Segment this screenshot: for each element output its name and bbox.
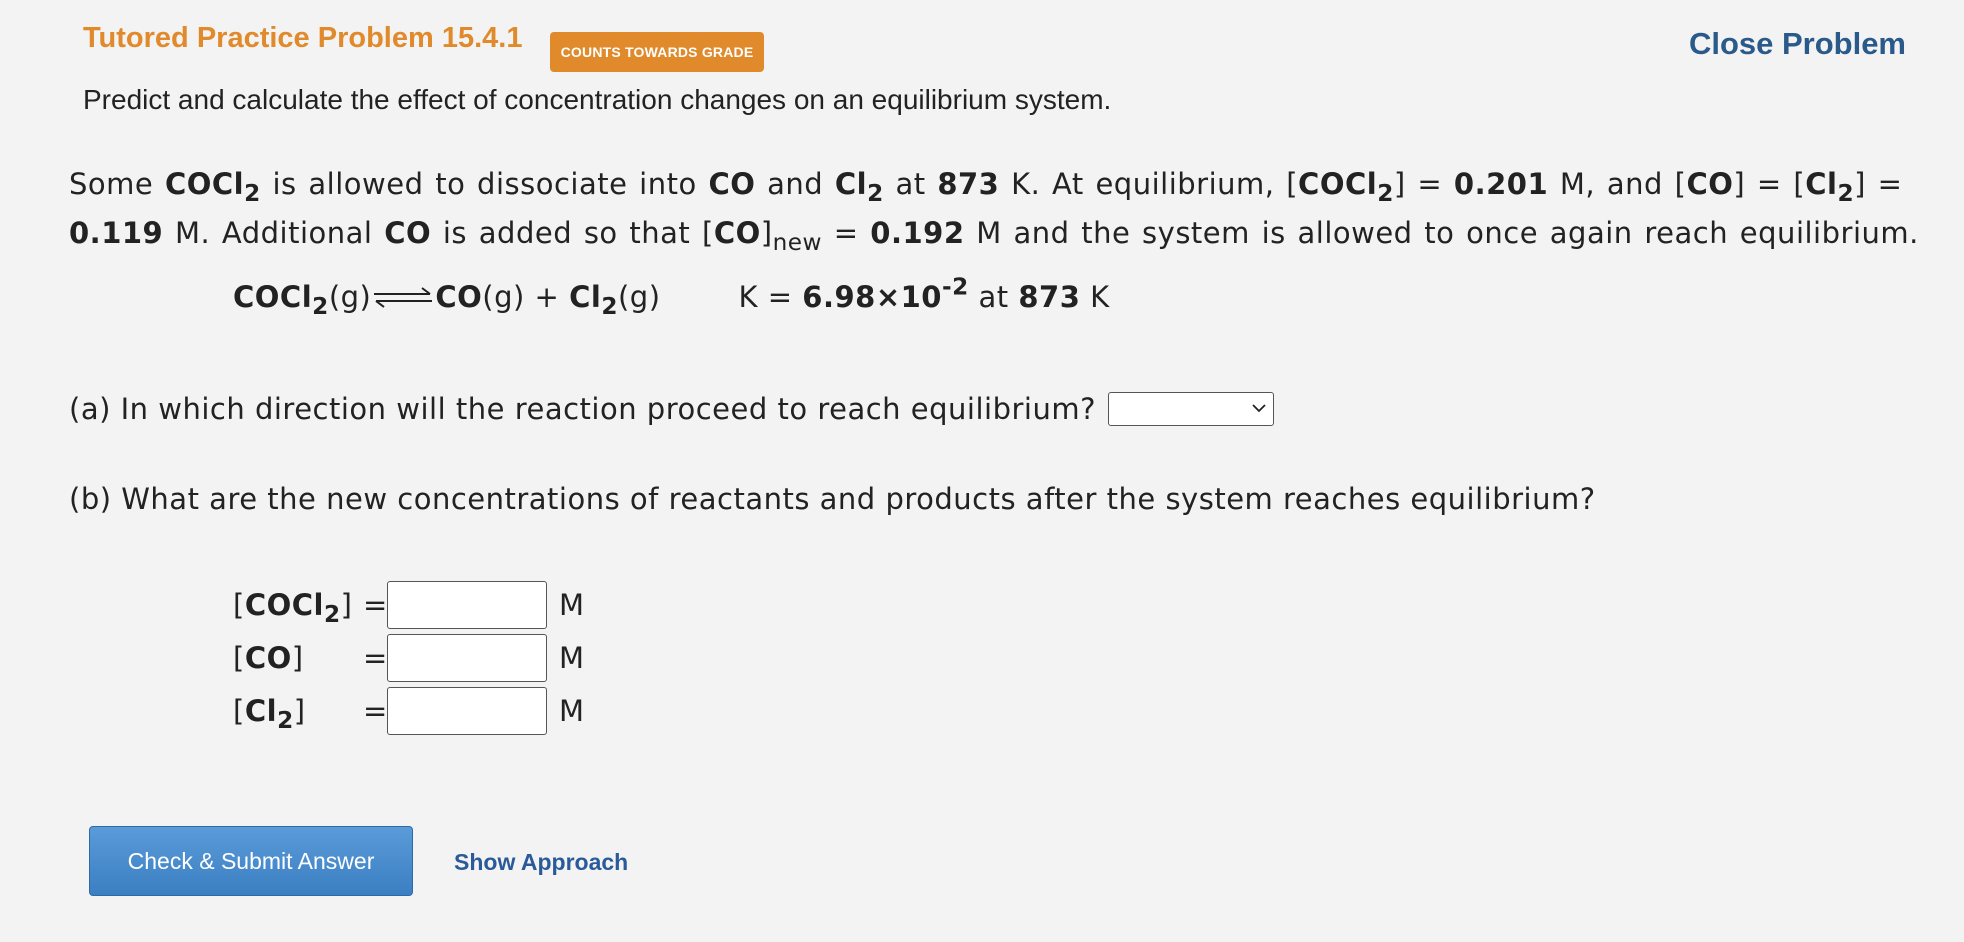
unit-label: M xyxy=(559,588,585,622)
phase-label: (g) xyxy=(328,280,372,314)
text-frag: is added so that [ xyxy=(431,216,714,250)
species-cocl2: COCl xyxy=(233,280,313,314)
part-a xyxy=(69,392,1274,426)
k-unit: K xyxy=(1080,280,1110,314)
text-frag: at xyxy=(968,280,1019,314)
unit-label: M xyxy=(559,694,585,728)
show-approach-link[interactable]: Show Approach xyxy=(454,849,629,875)
subscript: 2 xyxy=(312,292,329,320)
check-submit-button[interactable]: Check & Submit Answer xyxy=(89,826,413,896)
equilibrium-arrows-icon xyxy=(372,284,434,310)
text-frag: and xyxy=(755,167,835,201)
equals-sign: = xyxy=(363,694,388,728)
species-cl2: Cl xyxy=(834,167,868,201)
problem-statement xyxy=(69,160,1919,258)
species-co: CO xyxy=(708,167,756,201)
answer-label: [COCl$_2$] xyxy=(233,588,353,628)
text-frag: M. Additional xyxy=(163,216,385,250)
plus-sign: + xyxy=(524,280,570,314)
subscript: 2 xyxy=(1377,179,1394,207)
text-frag: ] xyxy=(760,216,773,250)
answer-row-cl2 xyxy=(233,687,584,735)
answer-row-co xyxy=(233,634,584,682)
close-problem-link[interactable]: Close Problem xyxy=(1688,26,1906,61)
k-value: 6.98×10 xyxy=(802,280,942,314)
grade-badge: COUNTS TOWARDS GRADE xyxy=(550,32,764,72)
species-cl2: Cl xyxy=(569,280,602,314)
problem-subtitle: Predict and calculate the effect of concentration changes on an equilibrium system. xyxy=(83,84,1112,115)
answer-label: [CO] xyxy=(233,641,304,675)
unit-label: M xyxy=(559,641,585,675)
problem-line-1 xyxy=(69,160,1909,209)
text-frag: at xyxy=(883,167,938,201)
subscript: 2 xyxy=(601,292,618,320)
eq-cocl2-value: 0.201 xyxy=(1453,167,1549,201)
species-cocl2: COCl xyxy=(164,167,245,201)
part-b-question: (b) What are the new concentrations of reactants and products after the system reaches equilibrium? xyxy=(69,482,1596,516)
species-co: CO xyxy=(1686,167,1734,201)
text-frag: is allowed to dissociate into xyxy=(260,167,709,201)
problem-title: Tutored Practice Problem 15.4.1 xyxy=(83,22,523,54)
cl2-input[interactable] xyxy=(387,687,547,735)
phase-label: (g) xyxy=(482,280,525,314)
k-temperature: 873 xyxy=(1018,280,1081,314)
text-frag: ] = xyxy=(1854,167,1903,201)
subscript: 2 xyxy=(867,179,884,207)
species-co: CO xyxy=(384,216,432,250)
species-co: CO xyxy=(435,280,483,314)
answer-row-cocl2 xyxy=(233,581,584,629)
k-label: K = xyxy=(738,280,803,314)
text-frag: M and the system is allowed to once again reach equilibrium. xyxy=(964,216,1919,250)
text-frag: = xyxy=(822,216,871,250)
eq-co-value: 0.119 xyxy=(69,216,164,250)
phase-label: (g) xyxy=(617,280,661,314)
chevron-down-icon xyxy=(1252,401,1266,415)
k-exponent: -2 xyxy=(942,273,969,301)
species-co: CO xyxy=(713,216,761,250)
text-frag: M, and [ xyxy=(1548,167,1687,201)
answer-label: $[Cl_2]$ xyxy=(233,694,306,734)
temperature-value: 873 xyxy=(937,167,1000,201)
equals-sign: = xyxy=(363,641,388,675)
direction-select[interactable] xyxy=(1108,392,1274,426)
subscript-new: new xyxy=(772,228,823,256)
co-new-value: 0.192 xyxy=(870,216,965,250)
text-frag: ] = xyxy=(1393,167,1454,201)
subscript: 2 xyxy=(1837,179,1855,207)
species-cocl2: COCl xyxy=(1298,167,1378,201)
reaction-equation xyxy=(233,273,1110,320)
co-input[interactable] xyxy=(387,634,547,682)
equals-sign: = xyxy=(363,588,388,622)
cocl2-input[interactable] xyxy=(387,581,547,629)
text-frag: ] = [ xyxy=(1733,167,1806,201)
text-frag: K. At equilibrium, [ xyxy=(999,167,1299,201)
part-a-question: (a) In which direction will the reaction proceed to reach equilibrium? xyxy=(69,392,1096,426)
species-cl2: Cl xyxy=(1805,167,1838,201)
subscript: 2 xyxy=(244,179,261,207)
problem-line-2 xyxy=(69,209,1919,258)
text-frag: Some xyxy=(69,167,165,201)
